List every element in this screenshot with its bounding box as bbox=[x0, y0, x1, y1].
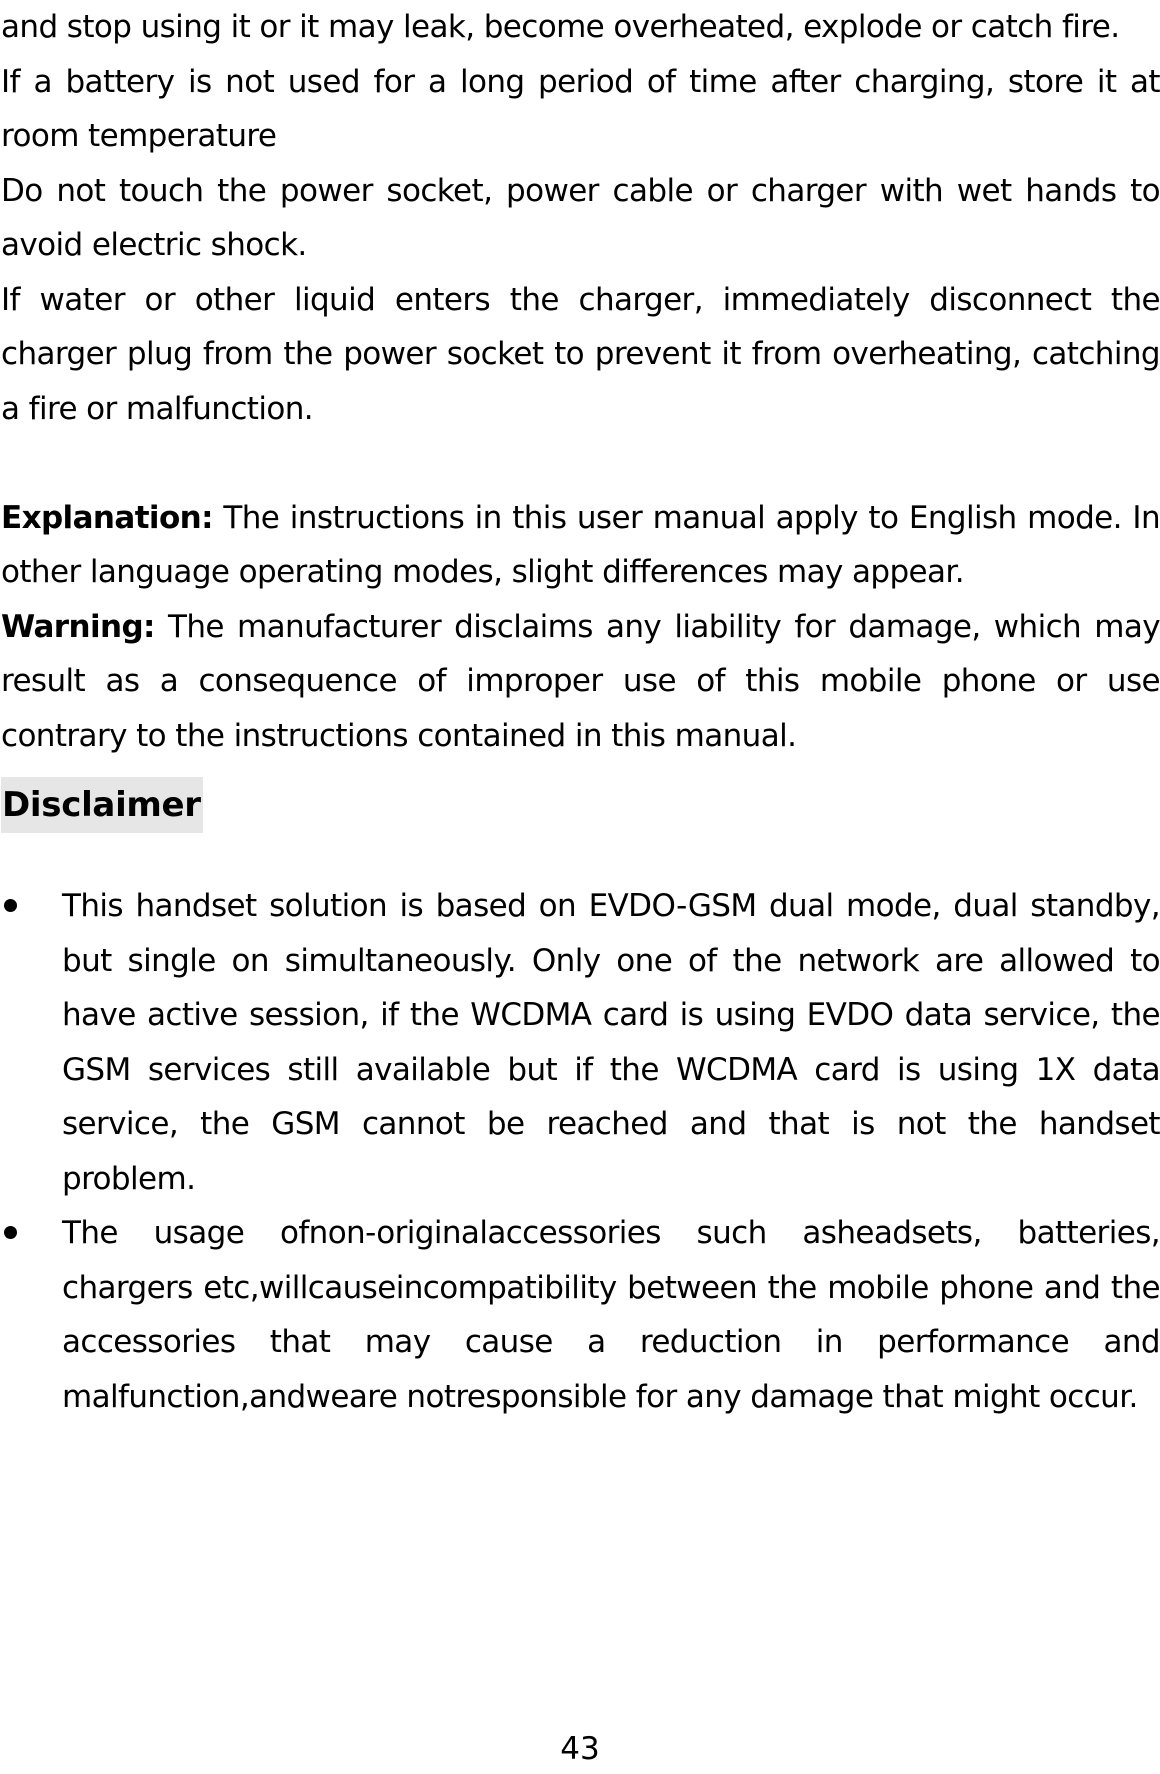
spacer bbox=[1, 436, 1160, 491]
explanation-label: Explanation: bbox=[1, 499, 213, 536]
explanation-paragraph bbox=[1, 491, 1160, 600]
warning-paragraph bbox=[1, 600, 1160, 764]
list-item bbox=[1, 1206, 1160, 1424]
spacer bbox=[1, 833, 1160, 879]
battery-warning-continued: and stop using it or it may leak, become overheated, explode or catch fire. bbox=[1, 9, 1120, 45]
bullet-icon bbox=[4, 899, 17, 912]
battery-storage-note: If a battery is not used for a long period of time after charging, store it at room temperature bbox=[1, 63, 1160, 154]
liquid-in-charger-warning: If water or other liquid enters the charger, immediately disconnect the charger plug from the power socket to prevent it from overheating, catching a fire or malfunction. bbox=[1, 281, 1160, 427]
disclaimer-heading-wrap bbox=[1, 777, 1160, 833]
warning-text: The manufacturer disclaims any liability for damage, which may result as a consequence of improper use of this mobile phone or use contrary to the instructions contained in this manual. bbox=[1, 608, 1160, 754]
bullet-icon bbox=[4, 1226, 17, 1239]
disclaimer-accessories-text: The usage ofnon-originalaccessories such asheadsets, batteries, chargers etc,willcauseincompatibility between the mobile phone and the accessories that may cause a reduction in performance and malfunction,andweare notresponsible for any damage that might occur. bbox=[62, 1215, 1160, 1415]
explanation-text: The instructions in this user manual apply to English mode. In other language operating modes, slight differences may appear. bbox=[1, 499, 1160, 590]
disclaimer-list bbox=[1, 879, 1160, 1424]
disclaimer-heading: Disclaimer bbox=[1, 777, 203, 833]
warning-label: Warning: bbox=[1, 608, 155, 645]
disclaimer-dual-mode-text: This handset solution is based on EVDO-GSM dual mode, dual standby, but single on simultaneously. Only one of the network are allowed to have active session, if the WCDMA card is using EVDO data service, the GSM services still available but if the WCDMA card is using 1X data service, the GSM cannot be reached and that is not the handset problem. bbox=[62, 888, 1160, 1197]
list-item bbox=[1, 879, 1160, 1206]
electric-shock-warning: Do not touch the power socket, power cable or charger with wet hands to avoid electric shock. bbox=[1, 172, 1160, 263]
page-number: 43 bbox=[560, 1731, 600, 1767]
